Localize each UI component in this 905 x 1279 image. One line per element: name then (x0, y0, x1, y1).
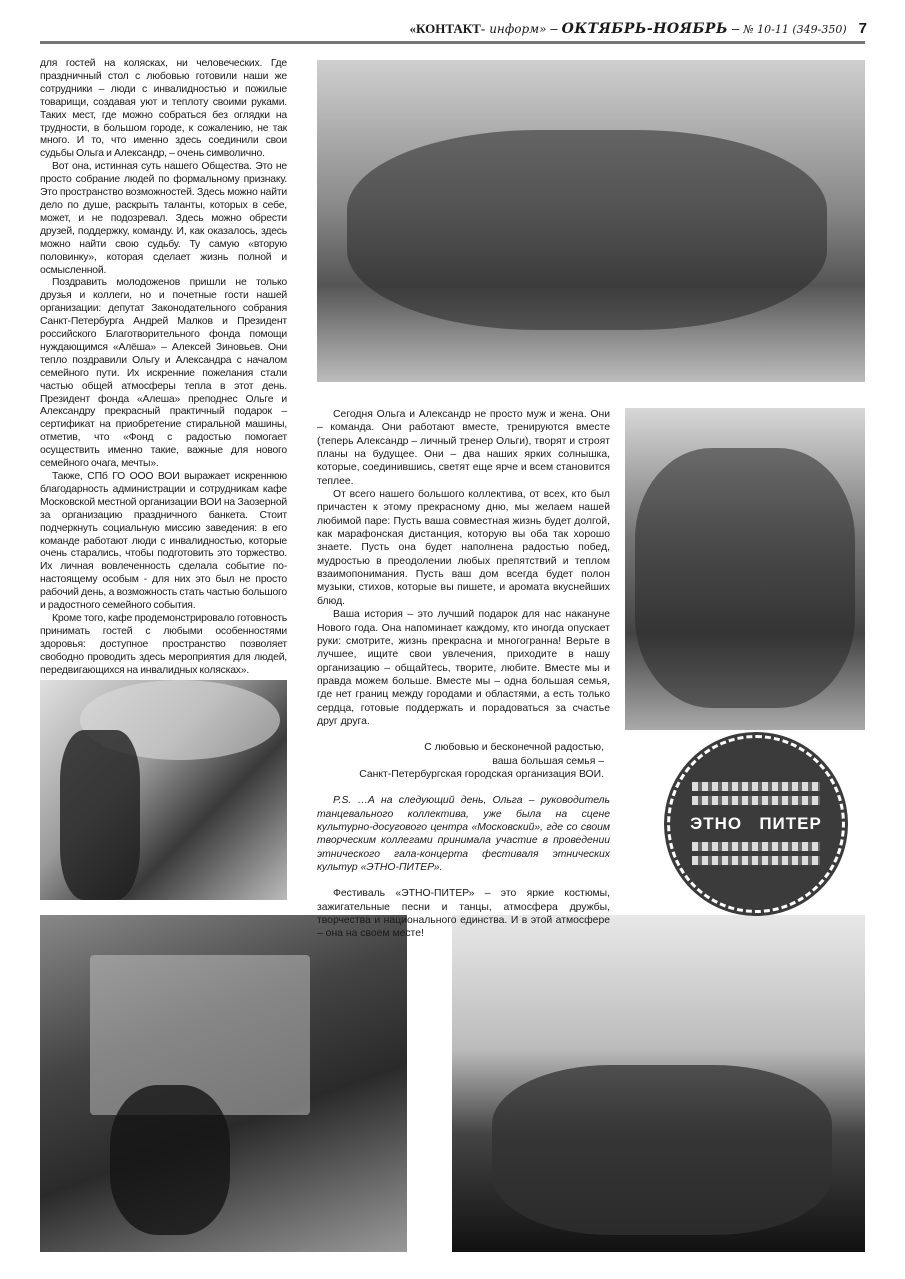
newspaper-name: «КОНТАКТ- (409, 21, 486, 36)
balloons-decoration-photo (40, 680, 287, 900)
signature-line: ваша большая семья – (492, 755, 604, 767)
page-header (410, 20, 867, 37)
issue-months: ОКТЯБРЬ-НОЯБРЬ (561, 21, 729, 37)
group-photo (317, 60, 865, 382)
paragraph: Ваша история – это лучший подарок для нас накануне Нового года. Она напоминает каждому, кто иногда опускает руки: смотрите, жизнь прекрасна и многогранна! Верьте в лучшее, ищите свои увлечения, приходите в нашу организацию – общайтесь, творите, любите. Вместе мы и правда можем больше. Вместе мы – одна большая семья, где нет границ между городами и областями, а есть только сердца, готовые поддержать и порадоваться за счастье друг друга. (317, 609, 610, 727)
page-number: 7 (858, 20, 867, 37)
middle-column (317, 408, 610, 941)
signature-line: Санкт-Петербургская городская организация ВОИ. (359, 768, 604, 780)
issue-number: № 10-11 (349-350) (743, 23, 847, 36)
paragraph: Сегодня Ольга и Александр не просто муж и жена. Они – команда. Они работают вместе, тренируются вместе (теперь Александр – личный тренер Ольги), творят и строят планы на будущее. Они – два наших ярких солнышка, которые, соединившись, светят еще ярче и всем становится теплее. (317, 409, 610, 487)
paragraph: От всего нашего большого коллектива, от всех, кто был причастен к этому прекрасному дню, мы желаем нашей любимой паре: Пусть ваша совместная жизнь будет долгой, как марафонская дистанция, которую вы оба так хорошо знаете. Пусть она будет наполнена радостью побед, мудростью в преодолении любых препятствий и теплом взаимопонимания. Пусть ваш дом всегда будет полон музыки, стихов, которые вы пишете, и аромата вкуснейших блюд. (317, 489, 610, 607)
paragraph: Также, СПб ГО ООО ВОИ выражает искреннюю благодарность администрации и сотрудникам кафе Московской местной организации ВОИ на Заозерной за организацию праздничного банкета. Стоит подчеркнуть социальную миссию заведения: в его команде работают люди с инвалидностью, которые очень старались, чтобы подготовить это торжество. Их личная вовлеченность сделала событие по-настоящему особым - для них это был не просто рабочий день, а возможность стать частью большого и радостного семейного события. (40, 471, 287, 612)
separator: – (732, 21, 740, 36)
etno-piter-logo (667, 735, 845, 913)
logo-text: ЭТНО (690, 814, 743, 833)
separator: – (550, 21, 558, 36)
signature-line: С любовью и бесконечной радостью, (424, 742, 604, 754)
newspaper-name-script: информ» (489, 22, 547, 36)
paragraph: Поздравить молодоженов пришли не только друзья и коллеги, но и почетные гости нашей организации: депутат Законодательного собрания Санкт-Петербурга Андрей Малков и Президент российского Благотворительного фонда помощи нуждающимся «Алёша» – Алексей Зиновьев. Они тепло поздравили Ольгу и Александра с началом семейного пути. Их искренние пожелания стали частью общей атмосферы тепла в этот день. Президент фонда «Алеша» преподнес Ольге и Александру прекрасный практичный подарок – сертификат на приобретение стиральной машины, отметив, что «Фонд с радостью помогает осуществить именно такие, важные для нового семейного очага, мечты». (40, 277, 287, 470)
header-rule (40, 41, 865, 44)
left-column (40, 58, 287, 678)
ethnic-dance-performance-photo (452, 915, 865, 1252)
couple-with-guests-photo (625, 408, 865, 730)
paragraph: Фестиваль «ЭТНО-ПИТЕР» – это яркие костюмы, зажигательные песни и танцы, атмосфера дружбы, творчества и национального единства. И в этой атмосфере – она на своем месте! (317, 888, 610, 940)
paragraph: Вот она, истинная суть нашего Общества. Это не просто собрание людей по формальному признаку. Это пространство возможностей. Здесь можно найти дело по душе, раскрыть таланты, которых в себе, может, и не подозревал. Здесь можно обрести друзей, поддержку, команду. И, как оказалось, здесь можно найти свою судьбу. Ту самую «вторую половинку», которая сделает жизнь полной и осмысленной. (40, 161, 287, 276)
logo-text: ПИТЕР (759, 814, 822, 833)
paragraph: для гостей на колясках, ни человеческих. Где праздничный стол с любовью готовили наши же сотрудники – люди с инвалидностью и пожилые товарищи, создавая уют и теплоту своими руками. Таких мест, где можно собраться без оглядки на трудности, в большом городе, к сожалению, не так много. И то, что именно здесь соединили свои судьбы Ольга и Александр, – очень символично. (40, 58, 287, 160)
postscript: P.S. …А на следующий день, Ольга – руководитель танцевального коллектива, уже была на сцене культурно-досугового центра «Московский», где со своим творческим коллегами принимала участие в проведении этнического гала-концерта фестиваля этнических культур «ЭТНО-ПИТЕР». (317, 795, 610, 873)
banquet-photo (40, 915, 407, 1252)
paragraph: Кроме того, кафе продемонстрировало готовность принимать гостей с любыми особенностями здоровья: доступное пространство позволяет свободно проводить здесь мероприятия для людей, передвигающихся на инвалидных колясках». (40, 612, 287, 676)
